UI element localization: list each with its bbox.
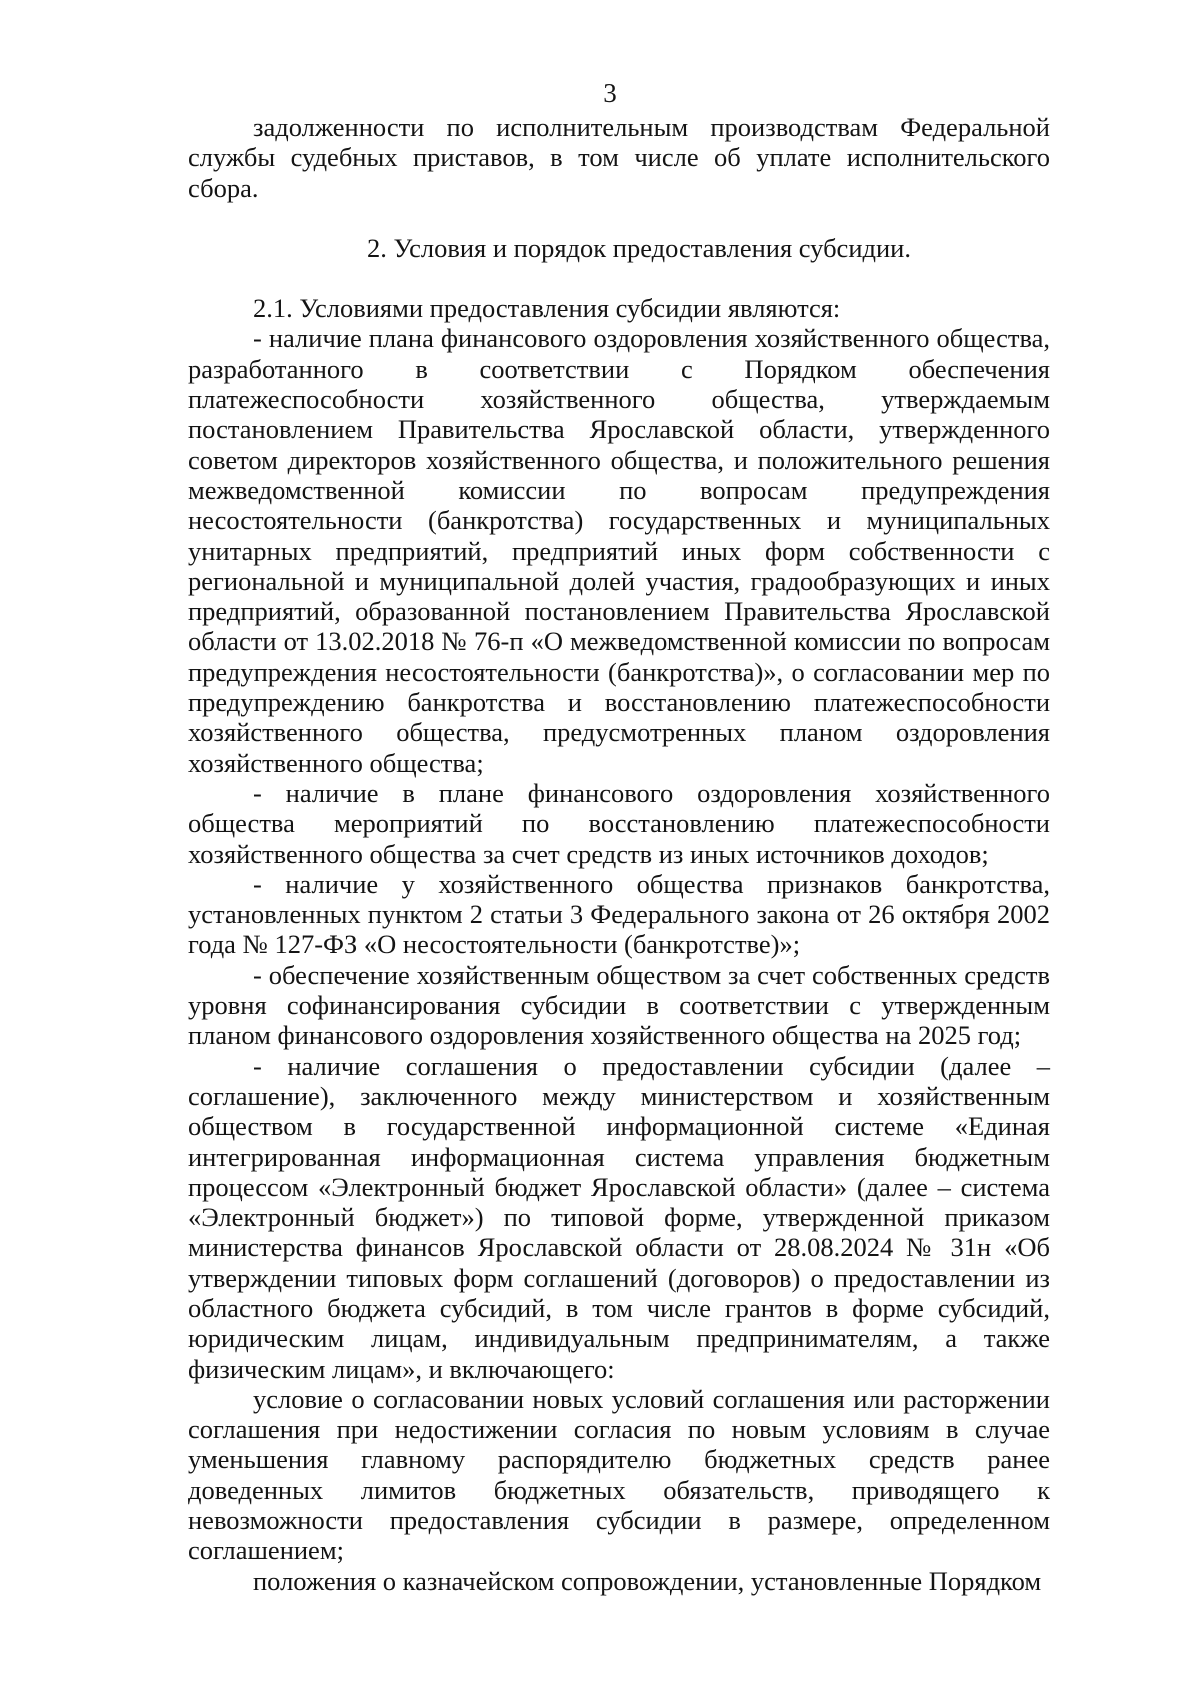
paragraph-plan-measures: - наличие в плане финансового оздоровления хозяйственного общества мероприятий по восстановлению платежеспособности хозяйственного общества за счет средств из иных источников доходов; bbox=[188, 777, 1050, 869]
paragraph-2-1: 2.1. Условиями предоставления субсидии являются: bbox=[253, 293, 841, 324]
paragraph-bankruptcy-signs: - наличие у хозяйственного общества признаков банкротства, установленных пунктом 2 статьи 3 Федерального закона от 26 октября 2002 года № 127-ФЗ «О несостоятельности (банкротстве)»; bbox=[188, 868, 1050, 960]
section-heading: 2. Условия и порядок предоставления субсидии. bbox=[367, 232, 911, 263]
paragraph-continuation: задолженности по исполнительным производствам Федеральной службы судебных приставов, в том числе об уплате исполнительского сбора. bbox=[188, 112, 1050, 203]
paragraph-agreement: - наличие соглашения о предоставлении субсидии (далее – соглашение), заключенного между министерством и хозяйственным обществом в государственной информационной системе «Единая интегрированная информационная система управления бюджетным процессом «Электронный бюджет Ярославской области» (далее – система «Электронный бюджет») по типовой форме, утвержденной приказом министерства финансов Ярославской области от 28.08.2024 № 31н «Об утверждении типовых форм соглашений (договоров) о предоставлении из областного бюджета субсидий, в том числе грантов в форме субсидий, юридическим лицам, индивидуальным предпринимателям, а также физическим лицам», и включающего: bbox=[188, 1050, 1050, 1384]
paragraph-new-conditions: условие о согласовании новых условий соглашения или расторжении соглашения при недостижении согласия по новым условиям в случае уменьшения главному распорядителю бюджетных средств ранее доведенных лимитов бюджетных обязательств, приводящего к невозможности предоставления субсидии в размере, определенном соглашением; bbox=[188, 1383, 1050, 1566]
page-number: 3 bbox=[603, 78, 617, 108]
paragraph-cofinancing: - обеспечение хозяйственным обществом за счет собственных средств уровня софинансирования субсидии в соответствии с утвержденным планом финансового оздоровления хозяйственного общества на 2025 год; bbox=[188, 959, 1050, 1051]
paragraph-treasury-support: положения о казначейском сопровождении, установленные Порядком bbox=[253, 1565, 1042, 1596]
paragraph-financial-plan: - наличие плана финансового оздоровления хозяйственного общества, разработанного в соответствии с Порядком обеспечения платежеспособности хозяйственного общества, утверждаемым постановлением Правительства Ярославской области, утвержденного советом директоров хозяйственного общества, и положительного решения межведомственной комиссии по вопросам предупреждения несостоятельности (банкротства) государственных и муниципальных унитарных предприятий, предприятий иных форм собственности с региональной и муниципальной долей участия, градообразующих и иных предприятий, образованной постановлением Правительства Ярославской области от 13.02.2018 № 76-п «О межведомственной комиссии по вопросам предупреждения несостоятельности (банкротства)», о согласовании мер по предупреждению банкротства и восстановлению платежеспособности хозяйственного общества, предусмотренных планом оздоровления хозяйственного общества; bbox=[188, 323, 1050, 778]
document-body bbox=[188, 112, 1050, 1596]
